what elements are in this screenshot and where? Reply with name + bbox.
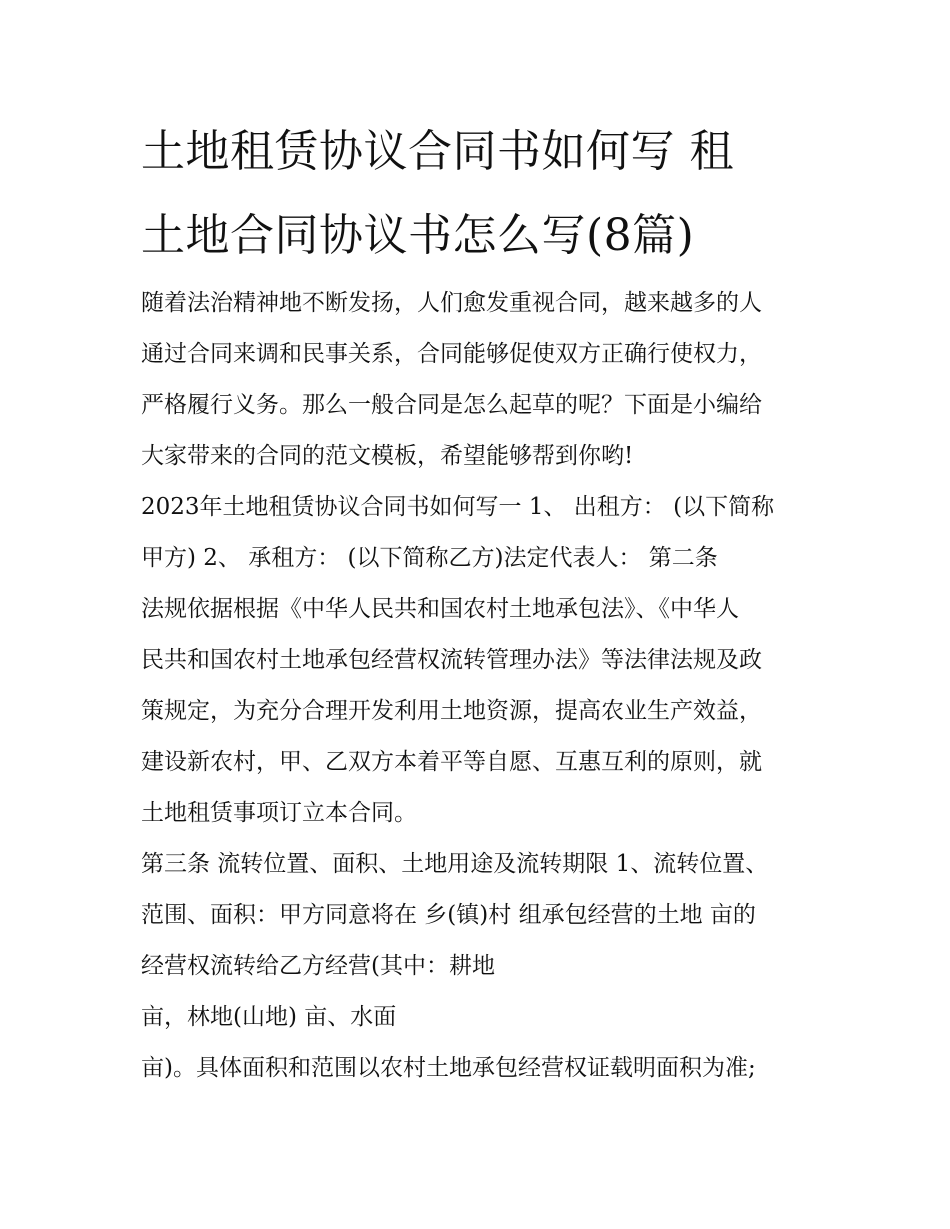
title-line-2: 土地合同协议书怎么写(8篇) xyxy=(141,210,695,261)
body-line: 通过合同来调和民事关系，合同能够促使双方正确行使权力， xyxy=(141,341,762,367)
body-line: 严格履行义务。那么一般合同是怎么起草的呢？下面是小编给 xyxy=(141,392,762,418)
body-line: 土地租赁事项订立本合同。 xyxy=(141,800,417,826)
body-line: 第三条 流转位置、面积、土地用途及流转期限 1、流转位置、 xyxy=(141,851,769,877)
body-line: 大家带来的合同的范文模板，希望能够帮到你哟! xyxy=(141,443,634,469)
body-line: 2023年土地租赁协议合同书如何写一 1、 出租方： (以下简称 xyxy=(141,494,775,520)
document-title xyxy=(141,110,841,278)
body-line: 经营权流转给乙方经营(其中：耕地 xyxy=(141,953,495,979)
body-line: 随着法治精神地不断发扬，人们愈发重视合同，越来越多的人 xyxy=(141,290,762,316)
body-line: 策规定，为充分合理开发利用土地资源，提高农业生产效益， xyxy=(141,698,762,724)
body-line: 法规依据根据《中华人民共和国农村土地承包法》、《中华人 xyxy=(141,596,739,622)
body-line: 亩，林地(山地) 亩、水面 xyxy=(141,1004,397,1030)
body-line: 范围、面积：甲方同意将在 乡(镇)村 组承包经营的土地 亩的 xyxy=(141,902,756,928)
body-line: 建设新农村，甲、乙双方本着平等自愿、互惠互利的原则，就 xyxy=(141,749,762,775)
document-body xyxy=(141,278,841,1094)
body-line: 民共和国农村土地承包经营权流转管理办法》等法律法规及政 xyxy=(141,647,762,673)
body-line: 甲方) 2、 承租方： (以下简称乙方)法定代表人： 第二条 xyxy=(141,545,718,571)
title-line-1: 土地租赁协议合同书如何写 租 xyxy=(141,126,734,177)
body-line: 亩)。具体面积和范围以农村土地承包经营权证载明面积为准; xyxy=(141,1055,756,1081)
